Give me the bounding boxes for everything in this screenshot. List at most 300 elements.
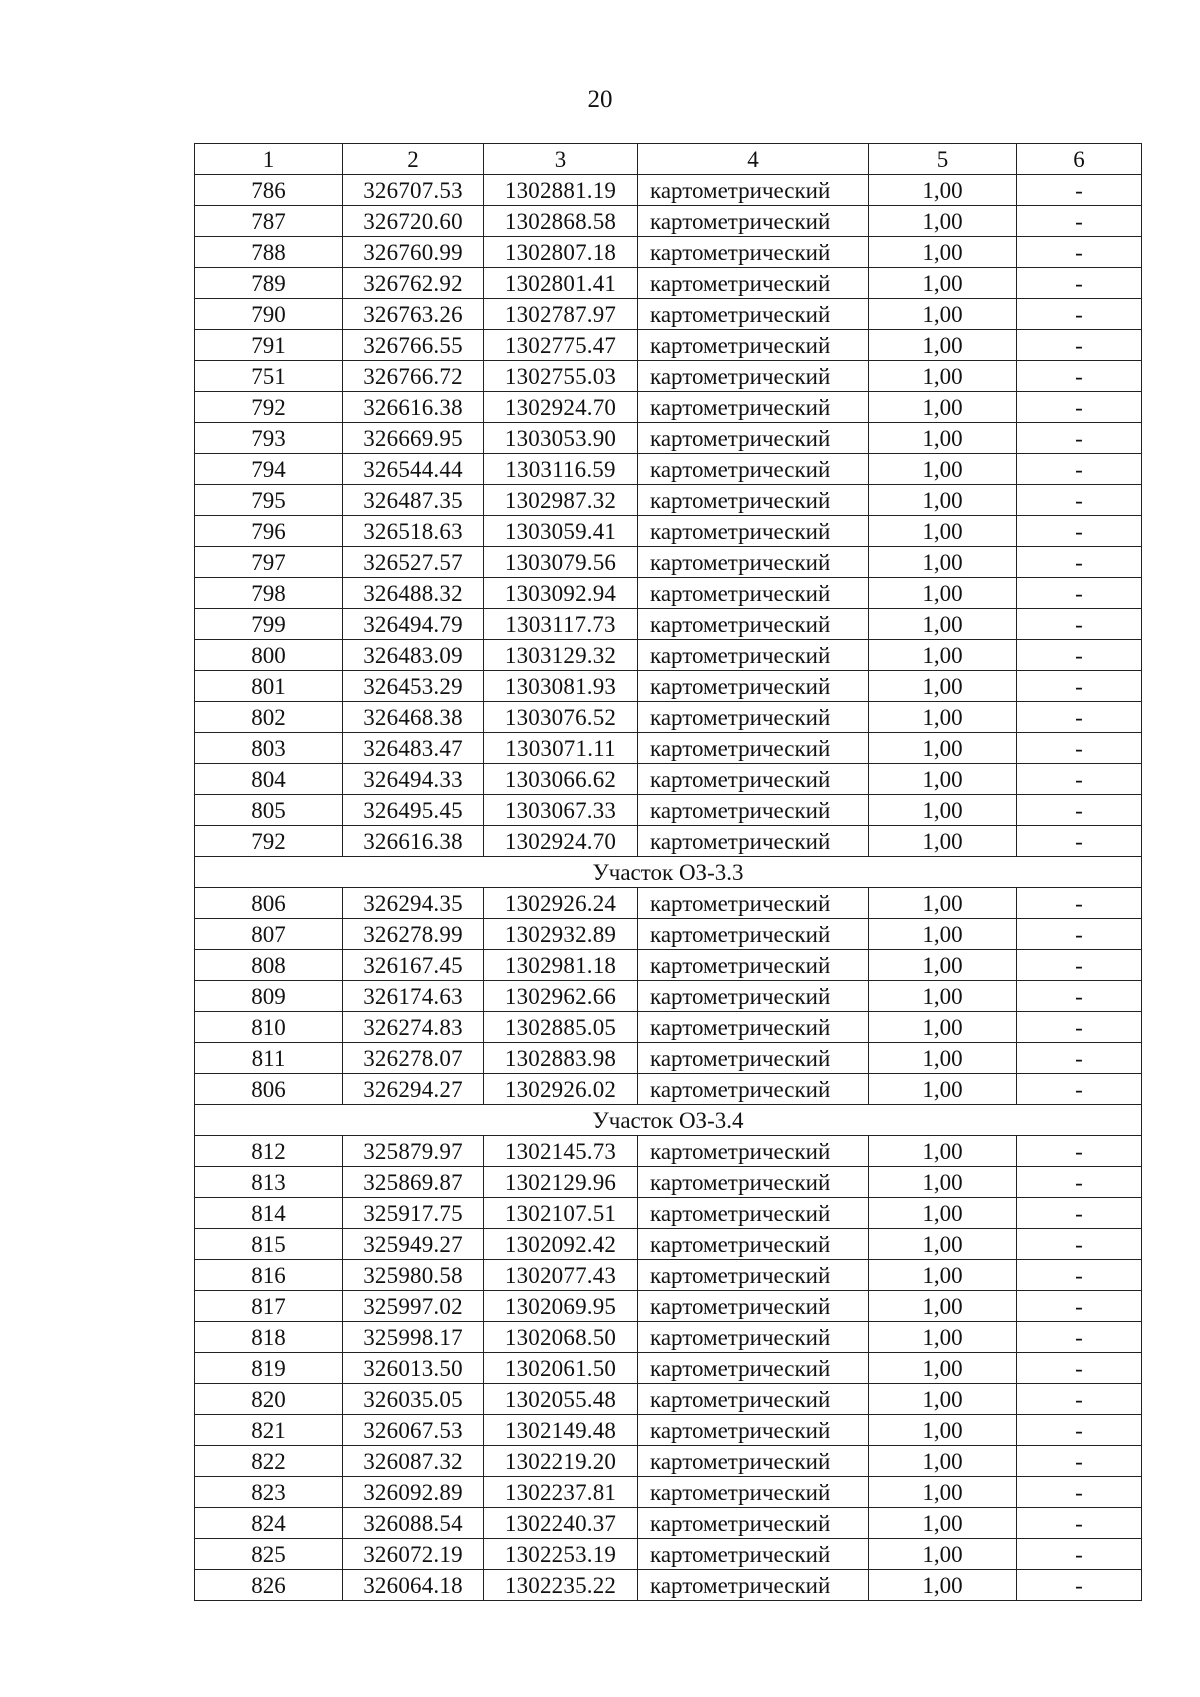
y-coordinate-cell: 1303076.52 bbox=[484, 702, 638, 733]
y-coordinate-cell: 1302129.96 bbox=[484, 1167, 638, 1198]
table-row bbox=[195, 702, 1142, 733]
point-number-cell: 806 bbox=[195, 1074, 343, 1105]
y-coordinate-cell: 1303129.32 bbox=[484, 640, 638, 671]
point-number-cell: 787 bbox=[195, 206, 343, 237]
description-cell: - bbox=[1017, 485, 1142, 516]
point-number-cell: 792 bbox=[195, 392, 343, 423]
point-number-cell: 815 bbox=[195, 1229, 343, 1260]
method-cell: картометрический bbox=[638, 423, 869, 454]
description-cell: - bbox=[1017, 1167, 1142, 1198]
point-number-cell: 822 bbox=[195, 1446, 343, 1477]
y-coordinate-cell: 1302885.05 bbox=[484, 1012, 638, 1043]
x-coordinate-cell: 326088.54 bbox=[343, 1508, 484, 1539]
description-cell: - bbox=[1017, 175, 1142, 206]
method-cell: картометрический bbox=[638, 702, 869, 733]
point-number-cell: 808 bbox=[195, 950, 343, 981]
x-coordinate-cell: 325998.17 bbox=[343, 1322, 484, 1353]
y-coordinate-cell: 1303059.41 bbox=[484, 516, 638, 547]
x-coordinate-cell: 326763.26 bbox=[343, 299, 484, 330]
column-header-6: 6 bbox=[1017, 144, 1142, 175]
section-header-row bbox=[195, 857, 1142, 888]
description-cell: - bbox=[1017, 516, 1142, 547]
accuracy-cell: 1,00 bbox=[869, 981, 1017, 1012]
table-row bbox=[195, 981, 1142, 1012]
x-coordinate-cell: 326518.63 bbox=[343, 516, 484, 547]
description-cell: - bbox=[1017, 1415, 1142, 1446]
description-cell: - bbox=[1017, 795, 1142, 826]
y-coordinate-cell: 1302219.20 bbox=[484, 1446, 638, 1477]
x-coordinate-cell: 326720.60 bbox=[343, 206, 484, 237]
x-coordinate-cell: 326087.32 bbox=[343, 1446, 484, 1477]
accuracy-cell: 1,00 bbox=[869, 547, 1017, 578]
method-cell: картометрический bbox=[638, 1570, 869, 1601]
description-cell: - bbox=[1017, 826, 1142, 857]
accuracy-cell: 1,00 bbox=[869, 330, 1017, 361]
x-coordinate-cell: 326294.35 bbox=[343, 888, 484, 919]
description-cell: - bbox=[1017, 361, 1142, 392]
x-coordinate-cell: 326766.55 bbox=[343, 330, 484, 361]
point-number-cell: 810 bbox=[195, 1012, 343, 1043]
method-cell: картометрический bbox=[638, 1229, 869, 1260]
x-coordinate-cell: 326616.38 bbox=[343, 826, 484, 857]
accuracy-cell: 1,00 bbox=[869, 795, 1017, 826]
point-number-cell: 813 bbox=[195, 1167, 343, 1198]
method-cell: картометрический bbox=[638, 1508, 869, 1539]
table-row bbox=[195, 671, 1142, 702]
method-cell: картометрический bbox=[638, 330, 869, 361]
table-row bbox=[195, 299, 1142, 330]
table-row bbox=[195, 1570, 1142, 1601]
y-coordinate-cell: 1303066.62 bbox=[484, 764, 638, 795]
point-number-cell: 798 bbox=[195, 578, 343, 609]
table-header-row bbox=[195, 144, 1142, 175]
method-cell: картометрический bbox=[638, 981, 869, 1012]
x-coordinate-cell: 326092.89 bbox=[343, 1477, 484, 1508]
x-coordinate-cell: 326013.50 bbox=[343, 1353, 484, 1384]
method-cell: картометрический bbox=[638, 764, 869, 795]
x-coordinate-cell: 326483.09 bbox=[343, 640, 484, 671]
y-coordinate-cell: 1302068.50 bbox=[484, 1322, 638, 1353]
method-cell: картометрический bbox=[638, 361, 869, 392]
x-coordinate-cell: 326707.53 bbox=[343, 175, 484, 206]
x-coordinate-cell: 326035.05 bbox=[343, 1384, 484, 1415]
accuracy-cell: 1,00 bbox=[869, 268, 1017, 299]
x-coordinate-cell: 326494.33 bbox=[343, 764, 484, 795]
table-row bbox=[195, 764, 1142, 795]
coordinates-table-body bbox=[195, 144, 1142, 1601]
description-cell: - bbox=[1017, 609, 1142, 640]
point-number-cell: 795 bbox=[195, 485, 343, 516]
table-row bbox=[195, 330, 1142, 361]
y-coordinate-cell: 1303053.90 bbox=[484, 423, 638, 454]
x-coordinate-cell: 326494.79 bbox=[343, 609, 484, 640]
description-cell: - bbox=[1017, 1043, 1142, 1074]
description-cell: - bbox=[1017, 330, 1142, 361]
accuracy-cell: 1,00 bbox=[869, 454, 1017, 485]
point-number-cell: 751 bbox=[195, 361, 343, 392]
point-number-cell: 805 bbox=[195, 795, 343, 826]
point-number-cell: 800 bbox=[195, 640, 343, 671]
description-cell: - bbox=[1017, 702, 1142, 733]
description-cell: - bbox=[1017, 423, 1142, 454]
method-cell: картометрический bbox=[638, 1415, 869, 1446]
x-coordinate-cell: 326064.18 bbox=[343, 1570, 484, 1601]
method-cell: картометрический bbox=[638, 237, 869, 268]
method-cell: картометрический bbox=[638, 1477, 869, 1508]
x-coordinate-cell: 325980.58 bbox=[343, 1260, 484, 1291]
accuracy-cell: 1,00 bbox=[869, 1508, 1017, 1539]
description-cell: - bbox=[1017, 981, 1142, 1012]
method-cell: картометрический bbox=[638, 1384, 869, 1415]
y-coordinate-cell: 1302881.19 bbox=[484, 175, 638, 206]
table-row bbox=[195, 1043, 1142, 1074]
point-number-cell: 796 bbox=[195, 516, 343, 547]
point-number-cell: 789 bbox=[195, 268, 343, 299]
y-coordinate-cell: 1302240.37 bbox=[484, 1508, 638, 1539]
point-number-cell: 788 bbox=[195, 237, 343, 268]
y-coordinate-cell: 1302926.24 bbox=[484, 888, 638, 919]
point-number-cell: 807 bbox=[195, 919, 343, 950]
x-coordinate-cell: 326278.99 bbox=[343, 919, 484, 950]
table-row bbox=[195, 206, 1142, 237]
table-row bbox=[195, 1446, 1142, 1477]
method-cell: картометрический bbox=[638, 1291, 869, 1322]
method-cell: картометрический bbox=[638, 1260, 869, 1291]
coordinates-table bbox=[194, 143, 1142, 1601]
method-cell: картометрический bbox=[638, 1074, 869, 1105]
description-cell: - bbox=[1017, 640, 1142, 671]
table-row bbox=[195, 578, 1142, 609]
method-cell: картометрический bbox=[638, 299, 869, 330]
point-number-cell: 825 bbox=[195, 1539, 343, 1570]
accuracy-cell: 1,00 bbox=[869, 516, 1017, 547]
description-cell: - bbox=[1017, 268, 1142, 299]
y-coordinate-cell: 1302924.70 bbox=[484, 392, 638, 423]
accuracy-cell: 1,00 bbox=[869, 1322, 1017, 1353]
y-coordinate-cell: 1302807.18 bbox=[484, 237, 638, 268]
point-number-cell: 812 bbox=[195, 1136, 343, 1167]
x-coordinate-cell: 326468.38 bbox=[343, 702, 484, 733]
accuracy-cell: 1,00 bbox=[869, 1260, 1017, 1291]
description-cell: - bbox=[1017, 1477, 1142, 1508]
y-coordinate-cell: 1302883.98 bbox=[484, 1043, 638, 1074]
accuracy-cell: 1,00 bbox=[869, 1043, 1017, 1074]
method-cell: картометрический bbox=[638, 919, 869, 950]
accuracy-cell: 1,00 bbox=[869, 1353, 1017, 1384]
y-coordinate-cell: 1303116.59 bbox=[484, 454, 638, 485]
method-cell: картометрический bbox=[638, 1446, 869, 1477]
accuracy-cell: 1,00 bbox=[869, 764, 1017, 795]
accuracy-cell: 1,00 bbox=[869, 640, 1017, 671]
y-coordinate-cell: 1302775.47 bbox=[484, 330, 638, 361]
table-row bbox=[195, 547, 1142, 578]
point-number-cell: 818 bbox=[195, 1322, 343, 1353]
accuracy-cell: 1,00 bbox=[869, 206, 1017, 237]
x-coordinate-cell: 326453.29 bbox=[343, 671, 484, 702]
section-title: Участок ОЗ-3.3 bbox=[195, 857, 1142, 888]
table-row bbox=[195, 1539, 1142, 1570]
accuracy-cell: 1,00 bbox=[869, 1291, 1017, 1322]
accuracy-cell: 1,00 bbox=[869, 1570, 1017, 1601]
accuracy-cell: 1,00 bbox=[869, 702, 1017, 733]
point-number-cell: 804 bbox=[195, 764, 343, 795]
accuracy-cell: 1,00 bbox=[869, 1074, 1017, 1105]
description-cell: - bbox=[1017, 547, 1142, 578]
page-number: 20 bbox=[587, 86, 613, 113]
accuracy-cell: 1,00 bbox=[869, 1198, 1017, 1229]
table-row bbox=[195, 640, 1142, 671]
accuracy-cell: 1,00 bbox=[869, 950, 1017, 981]
accuracy-cell: 1,00 bbox=[869, 1012, 1017, 1043]
column-header-3: 3 bbox=[484, 144, 638, 175]
table-row bbox=[195, 1477, 1142, 1508]
table-row bbox=[195, 1353, 1142, 1384]
point-number-cell: 817 bbox=[195, 1291, 343, 1322]
description-cell: - bbox=[1017, 1446, 1142, 1477]
description-cell: - bbox=[1017, 1291, 1142, 1322]
description-cell: - bbox=[1017, 1198, 1142, 1229]
accuracy-cell: 1,00 bbox=[869, 1384, 1017, 1415]
point-number-cell: 809 bbox=[195, 981, 343, 1012]
y-coordinate-cell: 1302092.42 bbox=[484, 1229, 638, 1260]
description-cell: - bbox=[1017, 1570, 1142, 1601]
y-coordinate-cell: 1302061.50 bbox=[484, 1353, 638, 1384]
table-row bbox=[195, 175, 1142, 206]
accuracy-cell: 1,00 bbox=[869, 1229, 1017, 1260]
description-cell: - bbox=[1017, 764, 1142, 795]
y-coordinate-cell: 1302237.81 bbox=[484, 1477, 638, 1508]
table-row bbox=[195, 1260, 1142, 1291]
method-cell: картометрический bbox=[638, 1322, 869, 1353]
description-cell: - bbox=[1017, 1136, 1142, 1167]
x-coordinate-cell: 326294.27 bbox=[343, 1074, 484, 1105]
column-header-5: 5 bbox=[869, 144, 1017, 175]
point-number-cell: 803 bbox=[195, 733, 343, 764]
accuracy-cell: 1,00 bbox=[869, 919, 1017, 950]
x-coordinate-cell: 326278.07 bbox=[343, 1043, 484, 1074]
x-coordinate-cell: 326544.44 bbox=[343, 454, 484, 485]
accuracy-cell: 1,00 bbox=[869, 1539, 1017, 1570]
description-cell: - bbox=[1017, 1353, 1142, 1384]
accuracy-cell: 1,00 bbox=[869, 1415, 1017, 1446]
x-coordinate-cell: 325949.27 bbox=[343, 1229, 484, 1260]
point-number-cell: 816 bbox=[195, 1260, 343, 1291]
description-cell: - bbox=[1017, 1260, 1142, 1291]
method-cell: картометрический bbox=[638, 392, 869, 423]
table-row bbox=[195, 950, 1142, 981]
x-coordinate-cell: 326274.83 bbox=[343, 1012, 484, 1043]
description-cell: - bbox=[1017, 1074, 1142, 1105]
accuracy-cell: 1,00 bbox=[869, 423, 1017, 454]
point-number-cell: 801 bbox=[195, 671, 343, 702]
y-coordinate-cell: 1302069.95 bbox=[484, 1291, 638, 1322]
table-row bbox=[195, 1322, 1142, 1353]
point-number-cell: 806 bbox=[195, 888, 343, 919]
table-row bbox=[195, 1074, 1142, 1105]
column-header-2: 2 bbox=[343, 144, 484, 175]
column-header-1: 1 bbox=[195, 144, 343, 175]
x-coordinate-cell: 326527.57 bbox=[343, 547, 484, 578]
method-cell: картометрический bbox=[638, 1353, 869, 1384]
table-row bbox=[195, 268, 1142, 299]
description-cell: - bbox=[1017, 888, 1142, 919]
section-title: Участок ОЗ-3.4 bbox=[195, 1105, 1142, 1136]
x-coordinate-cell: 325869.87 bbox=[343, 1167, 484, 1198]
point-number-cell: 814 bbox=[195, 1198, 343, 1229]
table-row bbox=[195, 1136, 1142, 1167]
method-cell: картометрический bbox=[638, 268, 869, 299]
y-coordinate-cell: 1302755.03 bbox=[484, 361, 638, 392]
y-coordinate-cell: 1303117.73 bbox=[484, 609, 638, 640]
x-coordinate-cell: 326072.19 bbox=[343, 1539, 484, 1570]
table-row bbox=[195, 1198, 1142, 1229]
table-row bbox=[195, 392, 1142, 423]
y-coordinate-cell: 1302868.58 bbox=[484, 206, 638, 237]
x-coordinate-cell: 326067.53 bbox=[343, 1415, 484, 1446]
table-row bbox=[195, 454, 1142, 485]
table-row bbox=[195, 733, 1142, 764]
method-cell: картометрический bbox=[638, 454, 869, 485]
point-number-cell: 824 bbox=[195, 1508, 343, 1539]
table-row bbox=[195, 516, 1142, 547]
description-cell: - bbox=[1017, 578, 1142, 609]
x-coordinate-cell: 326760.99 bbox=[343, 237, 484, 268]
accuracy-cell: 1,00 bbox=[869, 1136, 1017, 1167]
section-header-row bbox=[195, 1105, 1142, 1136]
point-number-cell: 790 bbox=[195, 299, 343, 330]
y-coordinate-cell: 1302149.48 bbox=[484, 1415, 638, 1446]
description-cell: - bbox=[1017, 1229, 1142, 1260]
table-row bbox=[195, 423, 1142, 454]
x-coordinate-cell: 325879.97 bbox=[343, 1136, 484, 1167]
accuracy-cell: 1,00 bbox=[869, 299, 1017, 330]
point-number-cell: 792 bbox=[195, 826, 343, 857]
table-row bbox=[195, 1229, 1142, 1260]
x-coordinate-cell: 326174.63 bbox=[343, 981, 484, 1012]
y-coordinate-cell: 1302962.66 bbox=[484, 981, 638, 1012]
y-coordinate-cell: 1302932.89 bbox=[484, 919, 638, 950]
method-cell: картометрический bbox=[638, 1012, 869, 1043]
accuracy-cell: 1,00 bbox=[869, 485, 1017, 516]
method-cell: картометрический bbox=[638, 640, 869, 671]
accuracy-cell: 1,00 bbox=[869, 888, 1017, 919]
point-number-cell: 802 bbox=[195, 702, 343, 733]
x-coordinate-cell: 326762.92 bbox=[343, 268, 484, 299]
y-coordinate-cell: 1303079.56 bbox=[484, 547, 638, 578]
table-row bbox=[195, 237, 1142, 268]
point-number-cell: 793 bbox=[195, 423, 343, 454]
y-coordinate-cell: 1303092.94 bbox=[484, 578, 638, 609]
table-row bbox=[195, 888, 1142, 919]
table-row bbox=[195, 1508, 1142, 1539]
description-cell: - bbox=[1017, 237, 1142, 268]
x-coordinate-cell: 326483.47 bbox=[343, 733, 484, 764]
method-cell: картометрический bbox=[638, 1198, 869, 1229]
description-cell: - bbox=[1017, 919, 1142, 950]
point-number-cell: 811 bbox=[195, 1043, 343, 1074]
method-cell: картометрический bbox=[638, 1043, 869, 1074]
description-cell: - bbox=[1017, 206, 1142, 237]
y-coordinate-cell: 1302987.32 bbox=[484, 485, 638, 516]
accuracy-cell: 1,00 bbox=[869, 175, 1017, 206]
point-number-cell: 820 bbox=[195, 1384, 343, 1415]
description-cell: - bbox=[1017, 454, 1142, 485]
table-row bbox=[195, 1012, 1142, 1043]
accuracy-cell: 1,00 bbox=[869, 733, 1017, 764]
y-coordinate-cell: 1302235.22 bbox=[484, 1570, 638, 1601]
table-row bbox=[195, 1291, 1142, 1322]
description-cell: - bbox=[1017, 733, 1142, 764]
accuracy-cell: 1,00 bbox=[869, 1446, 1017, 1477]
x-coordinate-cell: 325917.75 bbox=[343, 1198, 484, 1229]
method-cell: картометрический bbox=[638, 826, 869, 857]
x-coordinate-cell: 326616.38 bbox=[343, 392, 484, 423]
method-cell: картометрический bbox=[638, 516, 869, 547]
x-coordinate-cell: 326766.72 bbox=[343, 361, 484, 392]
point-number-cell: 823 bbox=[195, 1477, 343, 1508]
x-coordinate-cell: 326495.45 bbox=[343, 795, 484, 826]
point-number-cell: 794 bbox=[195, 454, 343, 485]
y-coordinate-cell: 1302981.18 bbox=[484, 950, 638, 981]
description-cell: - bbox=[1017, 1384, 1142, 1415]
method-cell: картометрический bbox=[638, 547, 869, 578]
x-coordinate-cell: 326488.32 bbox=[343, 578, 484, 609]
y-coordinate-cell: 1302924.70 bbox=[484, 826, 638, 857]
method-cell: картометрический bbox=[638, 671, 869, 702]
description-cell: - bbox=[1017, 1322, 1142, 1353]
y-coordinate-cell: 1303067.33 bbox=[484, 795, 638, 826]
y-coordinate-cell: 1302145.73 bbox=[484, 1136, 638, 1167]
description-cell: - bbox=[1017, 1508, 1142, 1539]
y-coordinate-cell: 1302253.19 bbox=[484, 1539, 638, 1570]
accuracy-cell: 1,00 bbox=[869, 578, 1017, 609]
description-cell: - bbox=[1017, 950, 1142, 981]
method-cell: картометрический bbox=[638, 609, 869, 640]
x-coordinate-cell: 326167.45 bbox=[343, 950, 484, 981]
description-cell: - bbox=[1017, 1012, 1142, 1043]
point-number-cell: 799 bbox=[195, 609, 343, 640]
description-cell: - bbox=[1017, 299, 1142, 330]
method-cell: картометрический bbox=[638, 1136, 869, 1167]
accuracy-cell: 1,00 bbox=[869, 826, 1017, 857]
table-row bbox=[195, 919, 1142, 950]
y-coordinate-cell: 1302926.02 bbox=[484, 1074, 638, 1105]
y-coordinate-cell: 1302107.51 bbox=[484, 1198, 638, 1229]
accuracy-cell: 1,00 bbox=[869, 671, 1017, 702]
table-row bbox=[195, 1167, 1142, 1198]
y-coordinate-cell: 1302055.48 bbox=[484, 1384, 638, 1415]
y-coordinate-cell: 1302077.43 bbox=[484, 1260, 638, 1291]
point-number-cell: 797 bbox=[195, 547, 343, 578]
x-coordinate-cell: 326487.35 bbox=[343, 485, 484, 516]
description-cell: - bbox=[1017, 671, 1142, 702]
point-number-cell: 786 bbox=[195, 175, 343, 206]
y-coordinate-cell: 1302801.41 bbox=[484, 268, 638, 299]
method-cell: картометрический bbox=[638, 733, 869, 764]
accuracy-cell: 1,00 bbox=[869, 1477, 1017, 1508]
table-row bbox=[195, 826, 1142, 857]
y-coordinate-cell: 1303081.93 bbox=[484, 671, 638, 702]
method-cell: картометрический bbox=[638, 578, 869, 609]
accuracy-cell: 1,00 bbox=[869, 609, 1017, 640]
table-row bbox=[195, 1415, 1142, 1446]
x-coordinate-cell: 325997.02 bbox=[343, 1291, 484, 1322]
method-cell: картометрический bbox=[638, 795, 869, 826]
table-row bbox=[195, 361, 1142, 392]
accuracy-cell: 1,00 bbox=[869, 237, 1017, 268]
description-cell: - bbox=[1017, 1539, 1142, 1570]
method-cell: картометрический bbox=[638, 206, 869, 237]
